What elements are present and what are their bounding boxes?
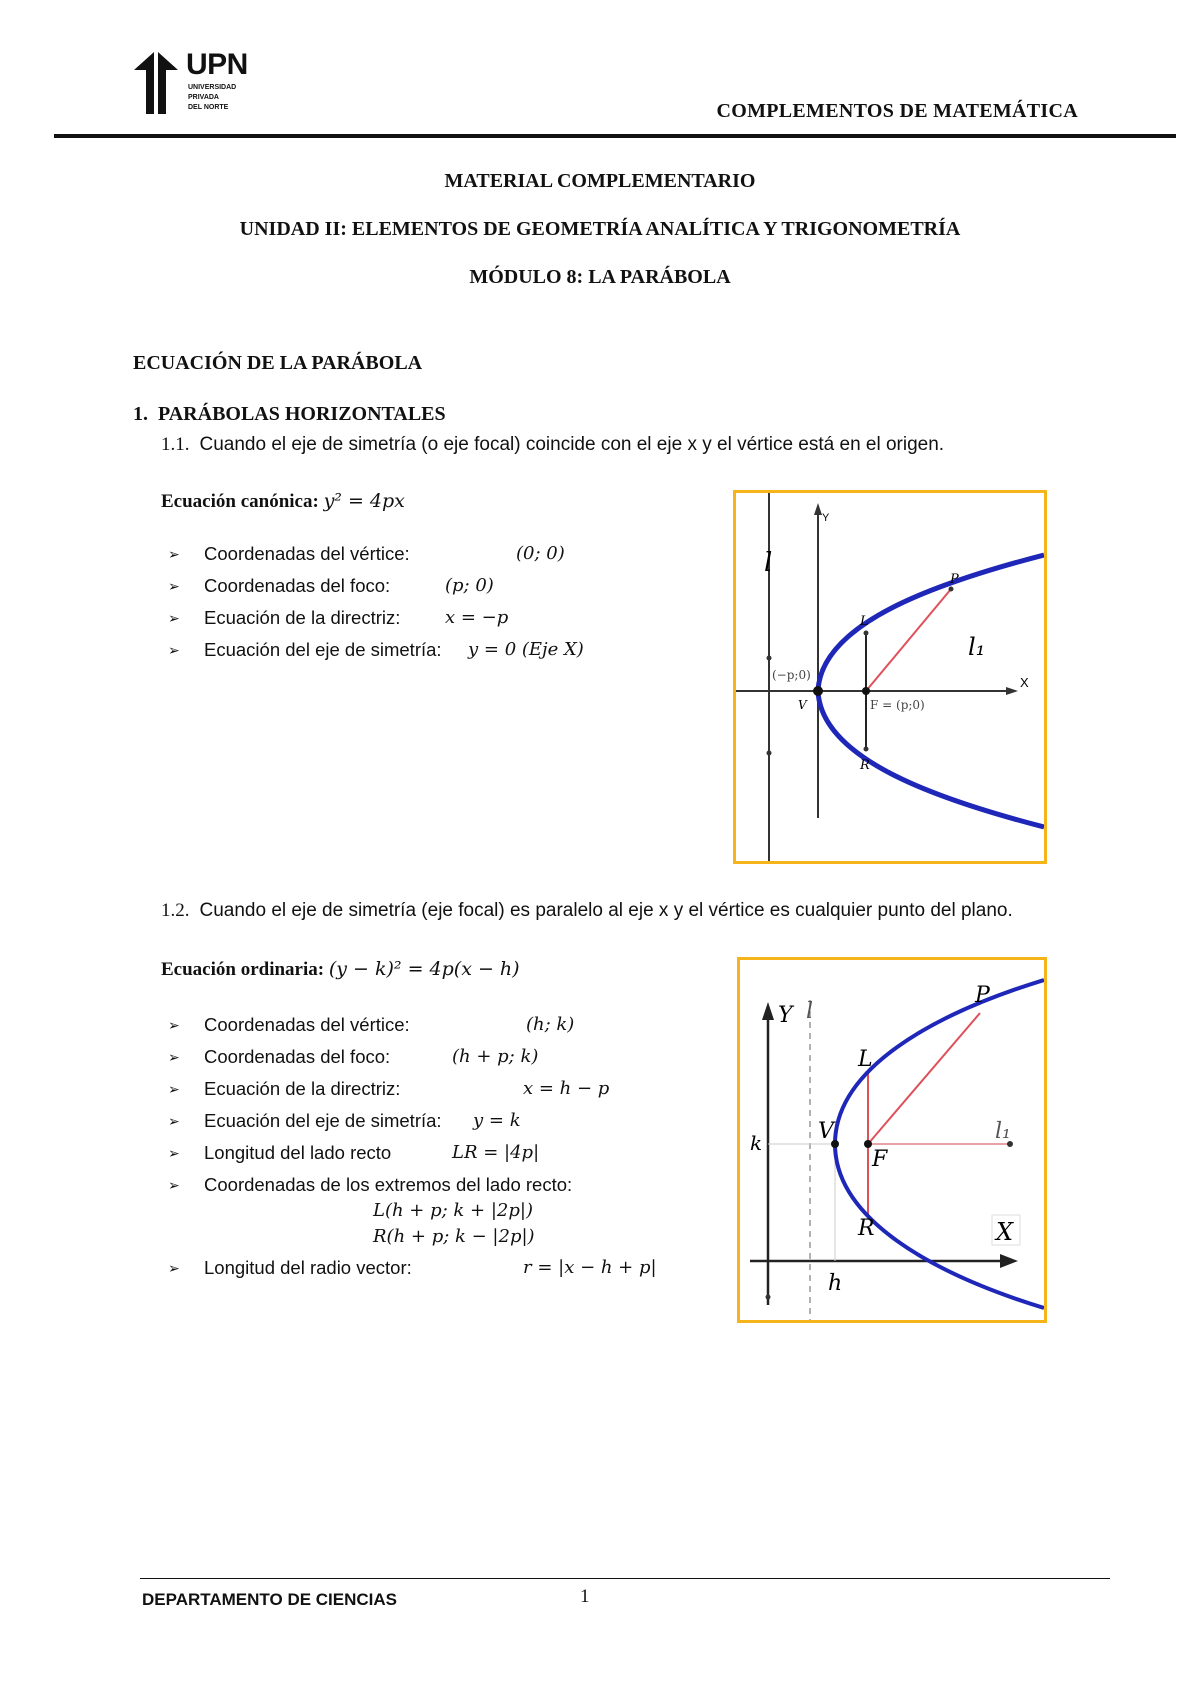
logo-text: UPN [186, 48, 248, 81]
x-arrow-icon [1006, 687, 1018, 695]
latus-end-point [864, 631, 869, 636]
label-l-point: L [858, 1047, 873, 1072]
title-module: MÓDULO 8: LA PARÁBOLA [469, 266, 731, 288]
upn-logo [132, 50, 252, 116]
latus-endpoint-r: R(h + p; k − |2p|) [373, 1226, 535, 1247]
label-p: P [975, 983, 990, 1008]
axis-point [766, 1295, 771, 1300]
case2-eq-label: Ecuación ordinaria: [161, 959, 325, 980]
logo-sub-3: DEL NORTE [188, 104, 229, 111]
focus-point [862, 687, 870, 695]
page-number: 1 [580, 1586, 590, 1607]
point-p [949, 587, 954, 592]
label-y: Y [822, 512, 830, 524]
case2-text: Cuando el eje de simetría (eje focal) es paralelo al eje x y el vértice es cualquier punto del plano. [199, 900, 1013, 921]
label-l1: l₁ [995, 1119, 1011, 1144]
label-x: X [1020, 675, 1029, 690]
arrow-bullet-icon: ➢ [168, 1081, 180, 1097]
arrow-bullet-icon: ➢ [168, 1017, 180, 1033]
label-h: h [828, 1271, 843, 1296]
arrow-bullet-icon: ➢ [168, 578, 180, 594]
case1-eq-label: Ecuación canónica: [161, 491, 319, 512]
footer-department: DEPARTAMENTO DE CIENCIAS [142, 1590, 398, 1609]
case1-description [161, 434, 944, 456]
focus-point [864, 1140, 872, 1148]
label-x: X [996, 1218, 1014, 1246]
case1-text: Cuando el eje de simetría (o eje focal) coincide con el eje x y el vértice está en el origen. [199, 434, 945, 455]
label-v: V [818, 1119, 834, 1144]
arrow-bullet-icon: ➢ [168, 1145, 180, 1161]
y-arrow-icon [814, 503, 822, 515]
figure-parabola-ordinary [737, 957, 1047, 1323]
label-l: l [806, 999, 814, 1024]
figure-parabola-canonical [733, 490, 1047, 864]
label-l-point: L [860, 614, 869, 629]
title-unit: UNIDAD II: ELEMENTOS DE GEOMETRÍA ANALÍTICA Y TRIGONOMETRÍA [239, 218, 961, 240]
case2-description [161, 900, 1013, 922]
course-title: COMPLEMENTOS DE MATEMÁTICA [716, 100, 1078, 122]
arrow-bullet-icon: ➢ [168, 610, 180, 626]
latus-end-point [864, 747, 869, 752]
label-p: P [950, 572, 959, 587]
arrow-bullet-icon: ➢ [168, 1260, 180, 1276]
label-neg-p: (−p;0) [772, 668, 811, 682]
directrix-point [767, 751, 772, 756]
radius-vector [866, 589, 951, 691]
case2-number: 1.2. [161, 900, 190, 921]
label-y: Y [778, 1003, 793, 1028]
logo-sub-2: PRIVADA [188, 94, 219, 101]
label-r: R [860, 758, 870, 773]
label-r: R [858, 1216, 875, 1241]
label-k: k [750, 1131, 763, 1155]
arrow-bullet-icon: ➢ [168, 1177, 180, 1193]
label-focus: F = (p;0) [870, 698, 925, 712]
case1-equation [161, 490, 405, 513]
y-arrow-icon [762, 1002, 774, 1020]
subsection-title [133, 403, 446, 426]
logo-sub-1: UNIVERSIDAD [188, 84, 237, 91]
label-l: l [764, 548, 773, 578]
directrix-point [767, 656, 772, 661]
arrow-bullet-icon: ➢ [168, 546, 180, 562]
case2-eq-value: (y − k)² = 4p(x − h) [328, 958, 520, 980]
header-rule [54, 134, 1176, 138]
label-v: V [798, 698, 807, 712]
subsection-text: PARÁBOLAS HORIZONTALES [158, 403, 446, 425]
case2-equation [161, 958, 520, 981]
vertex-point [813, 686, 823, 696]
arrow-bullet-icon: ➢ [168, 1049, 180, 1065]
title-material: MATERIAL COMPLEMENTARIO [444, 170, 756, 192]
label-l1: l₁ [968, 633, 986, 661]
subsection-number: 1. [133, 403, 148, 425]
latus-endpoint-l: L(h + p; k + |2p|) [373, 1200, 533, 1221]
radius-vector [868, 1013, 980, 1144]
case1-number: 1.1. [161, 434, 190, 455]
case1-eq-value: y² = 4px [323, 490, 405, 512]
section-title: ECUACIÓN DE LA PARÁBOLA [133, 352, 423, 374]
footer-rule [140, 1578, 1110, 1579]
arrow-bullet-icon: ➢ [168, 642, 180, 658]
x-arrow-icon [1000, 1254, 1018, 1268]
arrow-bullet-icon: ➢ [168, 1113, 180, 1129]
label-f: F [872, 1147, 888, 1172]
